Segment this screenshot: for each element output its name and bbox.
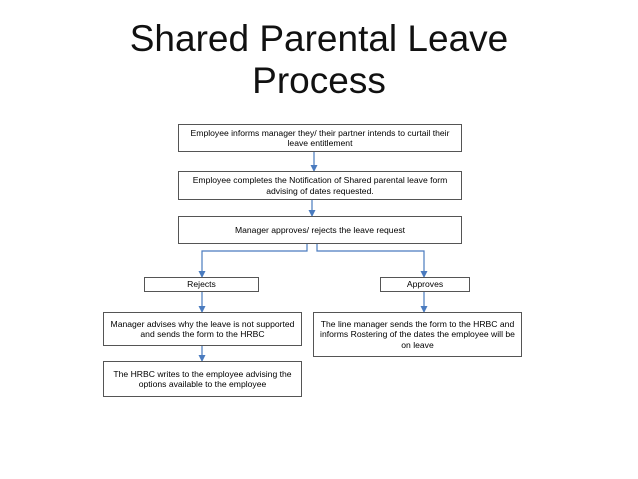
box-rejects-text: Rejects: [187, 279, 216, 290]
connector-to-rejects: [202, 244, 307, 277]
box-line-manager-sends-text: The line manager sends the form to the HRBC and informs Rostering of the dates the employee will be on leave: [320, 318, 515, 350]
box-approves: [380, 277, 470, 292]
connector-to-approves: [317, 244, 424, 277]
title-line-2: Process: [252, 60, 386, 101]
box-manager-decision-text: Manager approves/ rejects the leave request: [234, 224, 406, 235]
box-manager-decision: [178, 216, 462, 244]
box-hrbc-writes-text: The HRBC writes to the employee advising the options available to the employee: [113, 368, 292, 389]
box-manager-advises: [103, 312, 302, 346]
box-employee-completes: [178, 171, 462, 200]
box-employee-completes-text: Employee completes the Notification of Shared parental leave form advising of dates requested.: [192, 175, 448, 196]
box-hrbc-writes: [103, 361, 302, 397]
box-employee-informs-text: Employee informs manager they/ their partner intends to curtail their leave entitlement: [190, 127, 450, 148]
box-manager-advises-text: Manager advises why the leave is not supported and sends the form to the HRBC: [110, 318, 295, 339]
title-line-1: Shared Parental Leave: [129, 18, 509, 59]
box-line-manager-sends: [313, 312, 522, 357]
box-rejects: [144, 277, 259, 292]
box-employee-informs: [178, 124, 462, 152]
box-approves-text: Approves: [406, 279, 444, 290]
